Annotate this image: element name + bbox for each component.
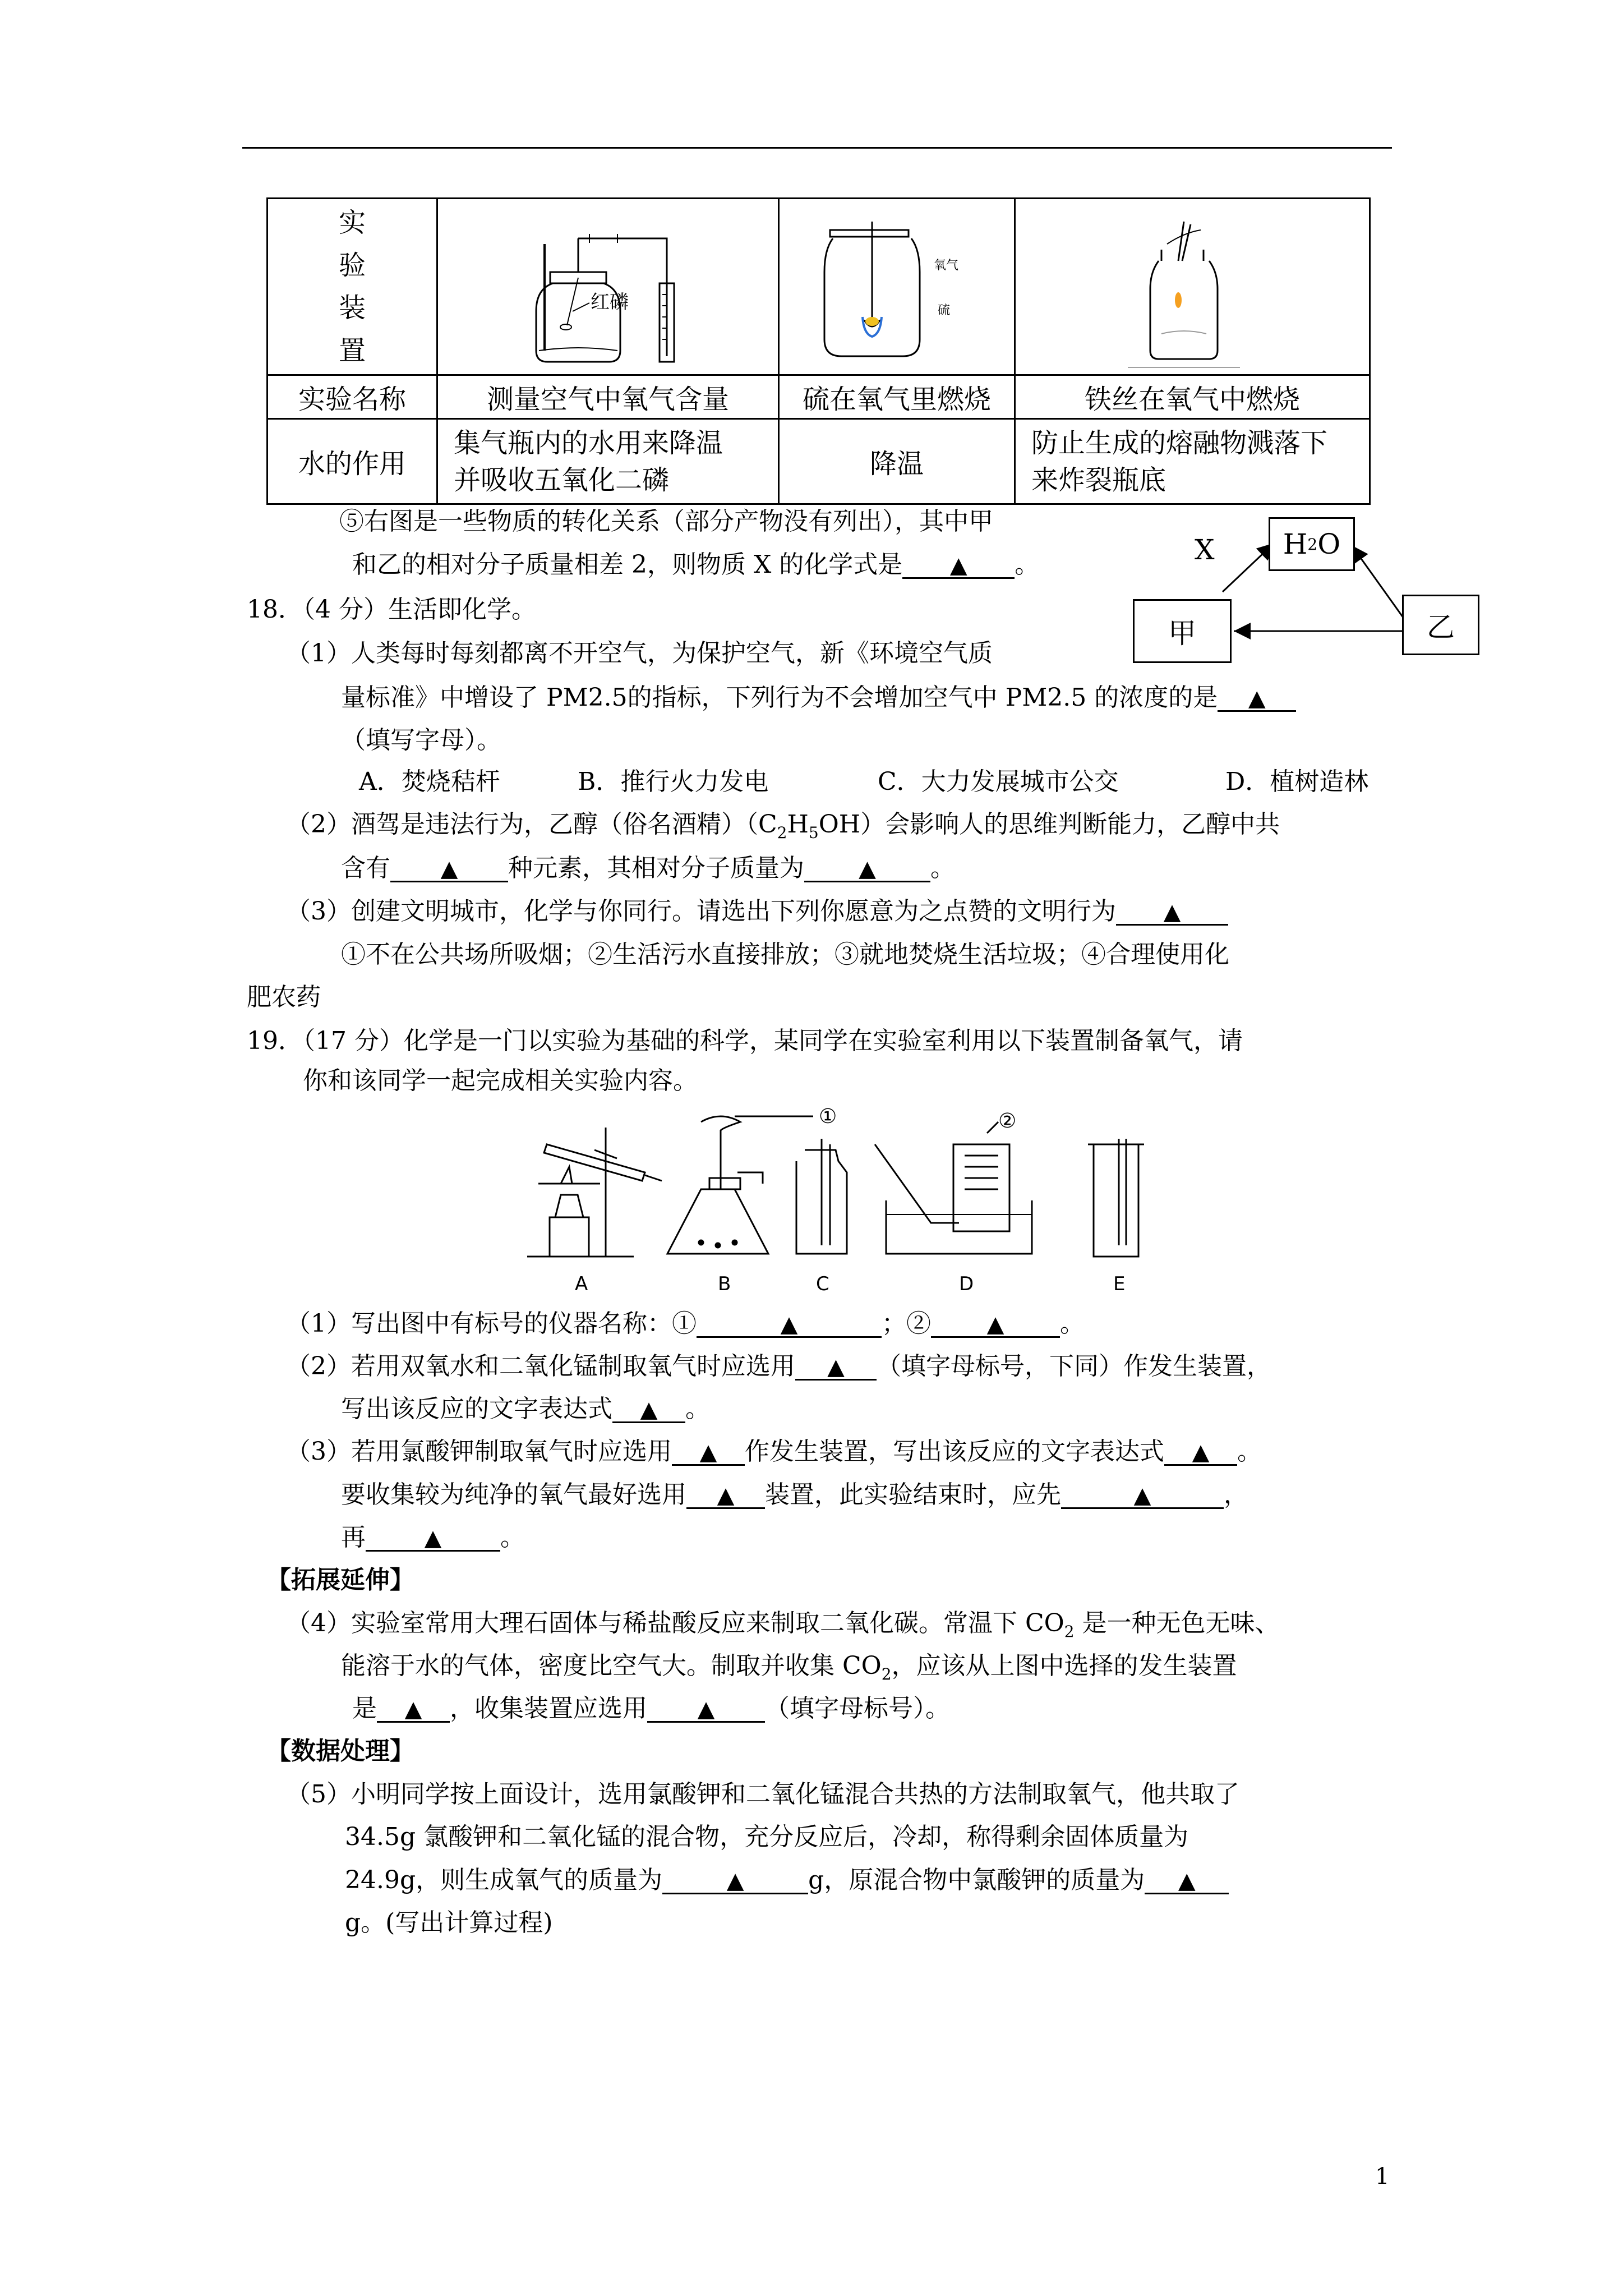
blank-mark: ▲ xyxy=(1133,1483,1151,1508)
q18-2-text: OH）会影响人的思维判断能力，乙醇中共 xyxy=(818,810,1280,839)
apparatus-c xyxy=(796,1139,847,1254)
red-phosphorus-label: 红磷 xyxy=(591,291,629,314)
blank-mark: ▲ xyxy=(1178,1868,1196,1894)
q17-5-text: 和乙的相对分子质量相差 2，则物质 X 的化学式是 xyxy=(352,550,903,579)
q19-2-text: （填字母标号，下同）作发生装置， xyxy=(877,1352,1271,1381)
row-header-apparatus xyxy=(268,199,437,375)
h2o-subscript: 2 xyxy=(1307,535,1318,554)
option-a[interactable]: A．焚烧秸杆 xyxy=(359,767,500,796)
sulfur-apparatus-cell xyxy=(779,199,1015,375)
q19-4-text: 是 xyxy=(352,1694,377,1723)
water-role-3 xyxy=(1015,419,1370,504)
q19-3-line1 xyxy=(286,1439,1262,1466)
q18-1-line3: （填写字母）。 xyxy=(341,726,501,754)
q19-3-text: 。 xyxy=(500,1523,525,1552)
page-number: 1 xyxy=(1375,2164,1390,2189)
q18-2-text: （2）酒驾是违法行为，乙醇（俗名酒精）（C xyxy=(286,810,777,839)
answer-blank[interactable] xyxy=(377,1696,450,1723)
q19-5-line4: g。(写出计算过程) xyxy=(345,1908,553,1937)
jia-label: 甲 xyxy=(1168,617,1196,650)
h2o-box xyxy=(1269,517,1355,571)
label-a: A xyxy=(575,1273,588,1295)
blank-mark: ▲ xyxy=(827,1354,845,1380)
q19-5-line2: 34.5g 氯酸钾和二氧化锰的混合物，充分反应后，冷却，称得剩余固体质量为 xyxy=(345,1823,1189,1851)
subscript: 5 xyxy=(808,823,819,842)
q19-2-line1 xyxy=(286,1354,1271,1381)
blank-mark: ▲ xyxy=(1192,1439,1210,1465)
answer-blank[interactable] xyxy=(1145,1868,1229,1894)
h2o-o: O xyxy=(1317,528,1341,560)
blank-mark: ▲ xyxy=(780,1312,798,1337)
header-rule xyxy=(242,147,1392,149)
iron-apparatus-cell xyxy=(1015,199,1370,375)
blank-mark: ▲ xyxy=(949,553,967,578)
jia-box xyxy=(1133,599,1232,663)
answer-blank[interactable] xyxy=(795,1354,877,1381)
q17-5-line2 xyxy=(352,550,1040,579)
answer-blank[interactable] xyxy=(697,1312,882,1338)
q18-2-text: 。 xyxy=(930,854,955,882)
q19-4-text: ，收集装置应选用 xyxy=(450,1694,647,1723)
experiment-table xyxy=(266,197,1371,505)
h2o-h: H xyxy=(1283,528,1308,560)
q19-4-text: 能溶于水的气体，密度比空气大。制取并收集 CO xyxy=(341,1651,882,1680)
option-c[interactable]: C．大力发展城市公交 xyxy=(878,767,1119,796)
q19-4-text: （填字母标号）。 xyxy=(765,1694,950,1723)
q19-3-text: ， xyxy=(1224,1480,1248,1509)
q18-2-text: 含有 xyxy=(341,854,390,882)
sulfur-label: 硫 xyxy=(938,303,951,318)
q19-4-text: 是一种无色无味、 xyxy=(1074,1609,1280,1637)
water-role-3-line: 来炸裂瓶底 xyxy=(1031,464,1166,496)
arrow-jia-to-h2o xyxy=(1223,543,1274,592)
q19-1-text: 。 xyxy=(1060,1309,1085,1338)
q18-2-text: 种元素，其相对分子质量为 xyxy=(508,854,804,882)
water-role-2: 降温 xyxy=(779,419,1015,504)
subscript: 2 xyxy=(777,823,787,842)
answer-blank[interactable] xyxy=(662,1868,808,1894)
q19-title-line2: 你和该同学一起完成相关实验内容。 xyxy=(303,1066,698,1095)
q19-3-line3 xyxy=(341,1525,525,1552)
header-char: 验 xyxy=(338,250,366,281)
answer-blank[interactable] xyxy=(1164,1439,1237,1466)
yi-label: 乙 xyxy=(1427,611,1455,643)
q19-2-text: 。 xyxy=(685,1395,710,1423)
q17-5-end: 。 xyxy=(1015,550,1040,579)
q18-1-text: 量标准》中增设了 PM2.5的指标，下列行为不会增加空气中 PM2.5 的浓度的是 xyxy=(341,683,1218,712)
q18-2-text: H xyxy=(787,810,809,839)
answer-blank[interactable] xyxy=(612,1397,685,1423)
header-char: 装 xyxy=(338,292,366,324)
q19-2-line2 xyxy=(341,1397,710,1423)
blank-mark: ▲ xyxy=(440,856,458,882)
water-role-3-line: 防止生成的熔融物溅落下 xyxy=(1031,427,1328,459)
blank-mark: ▲ xyxy=(986,1312,1004,1337)
q18-3-text: （3）创建文明城市，化学与你同行。请选出下列你愿意为之点赞的文明行为 xyxy=(286,897,1116,926)
q19-4-text: ，应该从上图中选择的发生装置 xyxy=(891,1651,1237,1680)
answer-blank[interactable] xyxy=(902,553,1015,579)
apparatus-e xyxy=(1088,1139,1144,1257)
q19-3-text: 再 xyxy=(341,1523,366,1552)
arrow-yi-to-h2o xyxy=(1352,545,1405,620)
extension-title: 【拓展延伸】 xyxy=(266,1566,414,1594)
q19-1-text: （1）写出图中有标号的仪器名称：① xyxy=(286,1309,697,1338)
answer-blank[interactable] xyxy=(686,1483,765,1509)
q19-5-text: g，原混合物中氯酸钾的质量为 xyxy=(808,1866,1145,1894)
blank-mark: ▲ xyxy=(726,1868,744,1894)
header-char: 实 xyxy=(338,207,366,238)
subscript: 2 xyxy=(1064,1622,1075,1641)
blank-mark: ▲ xyxy=(699,1439,717,1465)
mark-1: ① xyxy=(819,1105,837,1128)
apparatus-d xyxy=(875,1122,1032,1254)
label-e: E xyxy=(1113,1273,1126,1295)
phosphorus-apparatus-cell xyxy=(437,199,779,375)
blank-mark: ▲ xyxy=(640,1397,658,1423)
answer-blank[interactable] xyxy=(1116,899,1228,926)
answer-blank[interactable] xyxy=(672,1439,745,1466)
label-c: C xyxy=(816,1273,829,1295)
q18-1-line2 xyxy=(341,685,1296,712)
q19-3-text: （3）若用氯酸钾制取氧气时应选用 xyxy=(286,1437,672,1466)
header-char: 置 xyxy=(338,335,366,366)
q18-2-line1 xyxy=(286,812,1280,841)
answer-blank[interactable] xyxy=(647,1696,765,1723)
apparatus-b xyxy=(667,1116,813,1254)
q19-3-text: 。 xyxy=(1237,1437,1262,1466)
phosphorus-apparatus-image xyxy=(438,199,778,367)
q19-4-line2 xyxy=(341,1651,1237,1683)
water-role-1-line: 并吸收五氧化二磷 xyxy=(454,464,670,496)
experiment-name-3: 铁丝在氧气中燃烧 xyxy=(1015,375,1370,419)
answer-blank[interactable] xyxy=(366,1525,500,1552)
q19-3-text: 要收集较为纯净的氧气最好选用 xyxy=(341,1480,686,1509)
water-role-1 xyxy=(437,419,779,504)
lab-apparatus-image xyxy=(516,1105,1256,1296)
q18-3-line2: ①不在公共场所吸烟；②生活污水直接排放；③就地焚烧生活垃圾；④合理使用化 xyxy=(341,940,1229,969)
q18-2-line2 xyxy=(341,856,955,882)
blank-mark: ▲ xyxy=(697,1696,715,1722)
row-header-experiment-name: 实验名称 xyxy=(268,375,437,419)
experiment-name-1: 测量空气中氧气含量 xyxy=(437,375,779,419)
q19-5-line3 xyxy=(345,1868,1229,1894)
answer-blank[interactable] xyxy=(1218,685,1296,712)
q18-title: 18．（4 分）生活即化学。 xyxy=(247,595,536,624)
option-b[interactable]: B．推行火力发电 xyxy=(578,767,769,796)
oxygen-label: 氧气 xyxy=(934,259,959,273)
sulfur-apparatus-image xyxy=(780,199,1014,367)
row-header-water-role: 水的作用 xyxy=(268,419,437,504)
q19-5-text: 24.9g，则生成氧气的质量为 xyxy=(345,1866,663,1894)
q19-2-text: 写出该反应的文字表达式 xyxy=(341,1395,612,1423)
q18-3-line3: 肥农药 xyxy=(247,983,321,1011)
answer-blank[interactable] xyxy=(931,1312,1060,1338)
apparatus-a xyxy=(527,1128,662,1257)
iron-apparatus-image xyxy=(1016,199,1369,367)
blank-mark: ▲ xyxy=(1248,685,1266,711)
answer-blank[interactable] xyxy=(1061,1483,1224,1509)
subscript: 2 xyxy=(881,1664,892,1683)
q19-4-line3 xyxy=(352,1696,950,1723)
answer-blank[interactable] xyxy=(804,856,930,882)
water-role-1-line: 集气瓶内的水用来降温 xyxy=(454,427,723,459)
label-b: B xyxy=(718,1273,731,1295)
blank-mark: ▲ xyxy=(859,856,876,882)
blank-mark: ▲ xyxy=(717,1483,735,1508)
mark-2: ② xyxy=(998,1110,1017,1133)
q19-5-line1: （5）小明同学按上面设计，选用氯酸钾和二氧化锰混合共热的方法制取氧气，他共取了 xyxy=(286,1780,1239,1809)
q19-1 xyxy=(286,1309,1085,1338)
experiment-name-2: 硫在氧气里燃烧 xyxy=(779,375,1015,419)
q19-3-text: 装置，此实验结束时，应先 xyxy=(765,1480,1061,1509)
blank-mark: ▲ xyxy=(404,1696,422,1722)
q19-3-text: 作发生装置，写出该反应的文字表达式 xyxy=(745,1437,1164,1466)
x-label: X xyxy=(1195,533,1215,566)
data-processing-title: 【数据处理】 xyxy=(266,1737,414,1765)
q18-3-line1 xyxy=(286,899,1228,926)
q17-5-line1: ⑤右图是一些物质的转化关系（部分产物没有列出），其中甲 xyxy=(339,507,993,536)
label-d: D xyxy=(959,1273,974,1295)
answer-blank[interactable] xyxy=(390,856,508,882)
q19-4-text: （4）实验室常用大理石固体与稀盐酸反应来制取二氧化碳。常温下 CO xyxy=(286,1609,1064,1637)
q19-2-text: （2）若用双氧水和二氧化锰制取氧气时应选用 xyxy=(286,1352,795,1381)
yi-box xyxy=(1402,595,1479,655)
blank-mark: ▲ xyxy=(424,1525,442,1551)
option-d[interactable]: D．植树造林 xyxy=(1225,767,1369,796)
blank-mark: ▲ xyxy=(1163,899,1181,925)
q18-1-line1: （1）人类每时每刻都离不开空气，为保护空气，新《环境空气质 xyxy=(286,639,993,668)
q19-1-text: ；② xyxy=(882,1309,931,1338)
q19-3-line2 xyxy=(341,1480,1248,1509)
q19-4-line1 xyxy=(286,1611,1280,1640)
q19-title: 19．（17 分）化学是一门以实验为基础的科学，某同学在实验室利用以下装置制备氧气，请 xyxy=(247,1027,1243,1055)
